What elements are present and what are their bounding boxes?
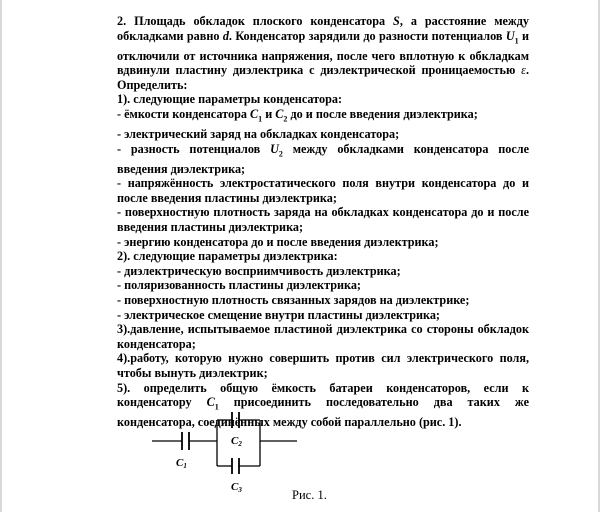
intro-text-c: . Конденсатор зарядили до разности потенциалов [228, 28, 503, 43]
section5: 5). определить общую ёмкость батареи конденсаторов, если к конденсатору $C_1$ присоединить последовательно два таких же конденсатора, соединённых между собой параллельно (рис. 1). [117, 380, 530, 430]
label-c1: C1 [176, 457, 187, 470]
intro-text-e: . Определить: [117, 63, 530, 92]
var-epsilon: ε [521, 63, 526, 78]
item-surface-charge: - поверхностную плотность заряда на обкладках конденсатора до и после введения пластины диэлектрика; [117, 205, 529, 235]
section1-heading: 1). следующие параметры конденсатора: [117, 92, 343, 107]
var-u1-subscript: 1 [514, 36, 519, 46]
var-d: d [222, 28, 229, 43]
capacitor-circuit-diagram [152, 408, 432, 498]
section2-heading: 2). следующие параметры диэлектрика: [117, 249, 338, 264]
item-capacity: - ёмкости конденсатора $C_1$ и $C_2$ до и после введения диэлектрика; [117, 107, 478, 124]
label-c3: C3 [231, 481, 242, 494]
problem-number: 2. [117, 14, 127, 28]
item-charge: - электрический заряд на обкладках конденсатора; [117, 127, 400, 142]
var-u1: U [505, 28, 515, 43]
intro-text-d: и отключили от источника напряжения, после чего вплотную к обкладкам вдвинули пластину диэлектрика с диэлектрической проницаемостью [117, 28, 529, 78]
item-potential: - разность потенциалов $U_2$ между обкладками конденсатора после введения диэлектрика; [117, 141, 530, 176]
problem-text [117, 14, 529, 430]
item-bound-charge: - поверхностную плотность связанных зарядов на диэлектрике; [117, 293, 470, 307]
circuit-wires [152, 412, 297, 474]
item-polarization: - поляризованность пластины диэлектрика; [117, 278, 361, 293]
section3: 3).давление, испытываемое пластиной диэлектрика со стороны обкладок конденсатора; [117, 322, 529, 351]
intro-text-b: , а расстояние между обкладками равно [117, 14, 530, 43]
var-s: S [393, 14, 400, 28]
item-susceptibility: - диэлектрическую восприимчивость диэлектрика; [117, 263, 401, 278]
problem-intro [117, 14, 529, 92]
item-displacement: - электрическое смещение внутри пластины диэлектрика; [117, 307, 440, 322]
intro-text-a: Площадь обкладок плоского конденсатора [134, 14, 386, 28]
label-c2: C2 [231, 435, 242, 448]
figure-caption: Рис. 1. [292, 488, 327, 502]
section4: 4).работу, которую нужно совершить против сил электрического поля, чтобы вынуть диэлектрик; [117, 351, 529, 380]
item-energy: - энергию конденсатора до и после введения диэлектрика; [117, 234, 439, 249]
item-field: - напряжённость электростатического поля внутри конденсатора до и после введения пластины диэлектрика; [117, 176, 529, 205]
